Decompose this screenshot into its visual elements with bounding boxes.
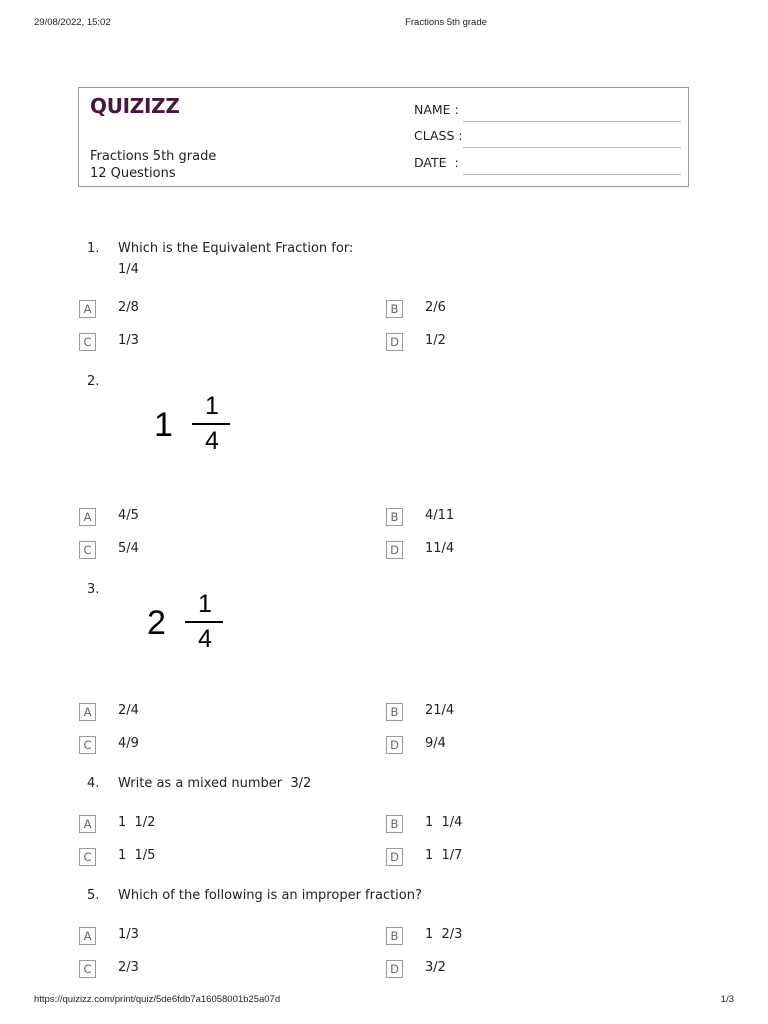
question-text: Which is the Equivalent Fraction for:: [118, 241, 354, 256]
print-url[interactable]: https://quizizz.com/print/quiz/5de6fdb7a16058001b25a07d: [34, 994, 281, 1005]
option-c-text: 1 1/5: [118, 848, 156, 863]
worksheet-header: [78, 87, 689, 187]
option-b-text: 2/6: [425, 300, 446, 315]
option-b-text: 1 2/3: [425, 927, 463, 942]
option-a-badge[interactable]: A: [79, 815, 96, 833]
date-line: [463, 174, 681, 175]
mixed-number-image: [147, 590, 227, 653]
fraction-denominator: 4: [205, 427, 219, 455]
option-c-text: 4/9: [118, 736, 139, 751]
class-line: [463, 147, 681, 148]
fraction-whole: 1: [154, 406, 173, 444]
option-c-badge[interactable]: C: [79, 541, 96, 559]
print-header: [0, 17, 768, 31]
option-a-text: 2/8: [118, 300, 139, 315]
option-d-badge[interactable]: D: [386, 736, 403, 754]
class-label: CLASS :: [414, 128, 463, 143]
option-d-badge[interactable]: D: [386, 848, 403, 866]
question-text-line-2: 1/4: [118, 262, 139, 277]
option-d-text: 3/2: [425, 960, 446, 975]
option-c-badge[interactable]: C: [79, 736, 96, 754]
fraction-bar: [192, 423, 230, 425]
option-b-badge[interactable]: B: [386, 508, 403, 526]
fraction-numerator: 1: [198, 590, 212, 618]
question-count: 12 Questions: [90, 166, 176, 181]
option-d-text: 11/4: [425, 541, 455, 556]
question-number: 5.: [87, 888, 100, 903]
option-b-text: 1 1/4: [425, 815, 463, 830]
question-number: 3.: [87, 582, 100, 597]
name-field: [414, 102, 681, 122]
option-a-text: 1/3: [118, 927, 139, 942]
option-a-badge[interactable]: A: [79, 703, 96, 721]
option-b-badge[interactable]: B: [386, 300, 403, 318]
fraction-denominator: 4: [198, 625, 212, 653]
question-number: 4.: [87, 776, 100, 791]
print-datetime: 29/08/2022, 15:02: [34, 17, 111, 28]
option-c-text: 2/3: [118, 960, 139, 975]
option-d-badge[interactable]: D: [386, 333, 403, 351]
option-b-badge[interactable]: B: [386, 815, 403, 833]
quiz-title: Fractions 5th grade: [90, 149, 217, 164]
fraction-numerator: 1: [205, 392, 219, 420]
option-a-text: 4/5: [118, 508, 139, 523]
question-number: 2.: [87, 374, 100, 389]
option-d-badge[interactable]: D: [386, 960, 403, 978]
date-field: [414, 155, 681, 175]
print-page-number: 1/3: [720, 994, 734, 1005]
option-a-badge[interactable]: A: [79, 508, 96, 526]
mixed-number-image: [154, 392, 234, 455]
option-b-badge[interactable]: B: [386, 703, 403, 721]
option-d-text: 1 1/7: [425, 848, 463, 863]
option-c-badge[interactable]: C: [79, 333, 96, 351]
option-c-text: 1/3: [118, 333, 139, 348]
option-a-text: 1 1/2: [118, 815, 156, 830]
name-line: [463, 121, 681, 122]
option-b-badge[interactable]: B: [386, 927, 403, 945]
option-d-badge[interactable]: D: [386, 541, 403, 559]
option-d-text: 1/2: [425, 333, 446, 348]
question-text: Write as a mixed number 3/2: [118, 776, 312, 791]
fraction-bar: [185, 621, 223, 623]
option-c-text: 5/4: [118, 541, 139, 556]
option-a-badge[interactable]: A: [79, 300, 96, 318]
option-d-text: 9/4: [425, 736, 446, 751]
option-b-text: 21/4: [425, 703, 455, 718]
option-a-badge[interactable]: A: [79, 927, 96, 945]
question-number: 1.: [87, 241, 100, 256]
fraction-whole: 2: [147, 604, 166, 642]
option-c-badge[interactable]: C: [79, 848, 96, 866]
name-label: NAME :: [414, 102, 459, 117]
print-title: Fractions 5th grade: [405, 17, 487, 28]
option-c-badge[interactable]: C: [79, 960, 96, 978]
quizizz-logo: QUIZIZZ: [90, 94, 180, 118]
option-b-text: 4/11: [425, 508, 455, 523]
question-text: Which of the following is an improper fraction?: [118, 888, 422, 903]
class-field: [414, 128, 681, 148]
print-footer: [0, 994, 768, 1008]
option-a-text: 2/4: [118, 703, 139, 718]
date-label: DATE :: [414, 155, 459, 170]
